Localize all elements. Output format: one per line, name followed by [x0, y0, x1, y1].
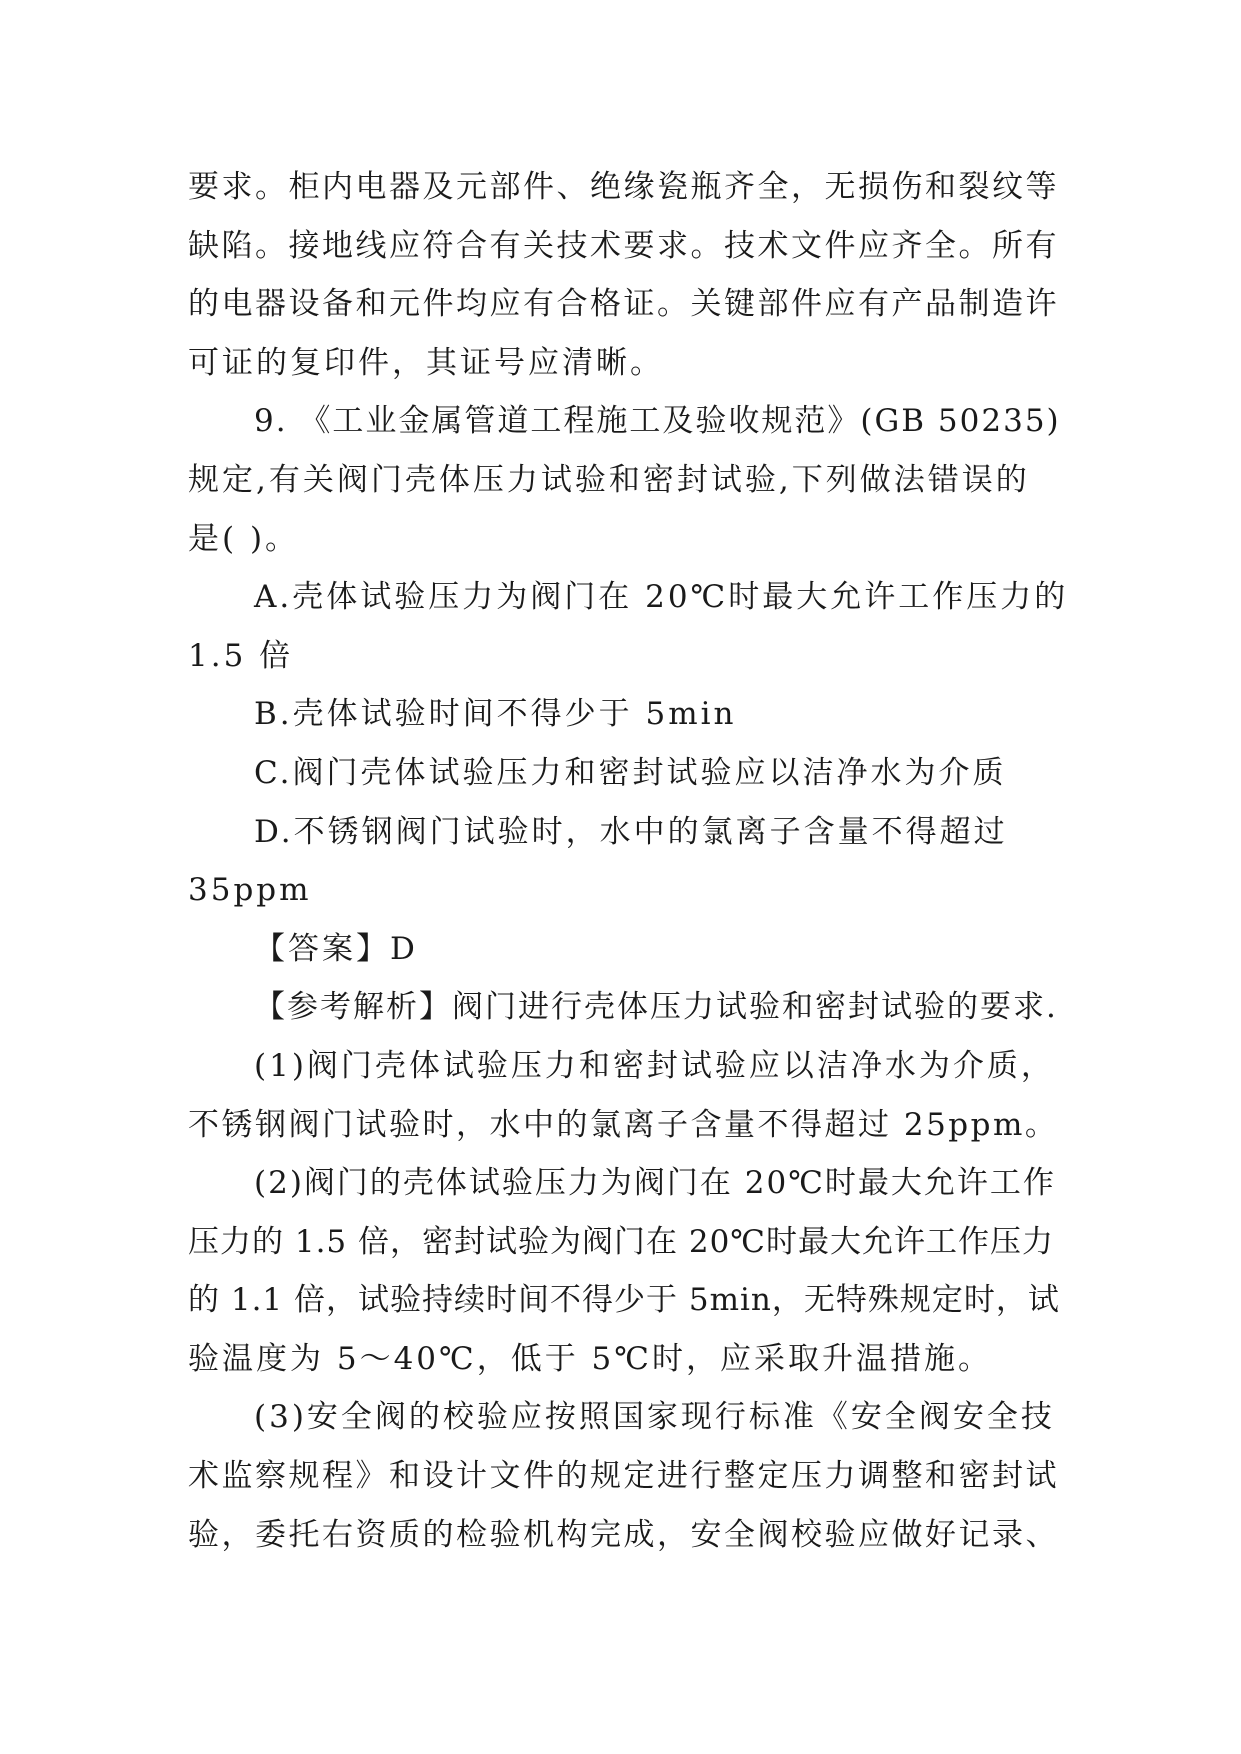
text-line: 是( )。 [188, 520, 300, 557]
text-line: 压力的 1.5 倍，密封试验为阀门在 20℃时最大允许工作压力 [188, 1223, 1054, 1260]
text-line: 术监察规程》和设计文件的规定进行整定压力调整和密封试 [188, 1458, 1059, 1495]
text-line: D.不锈钢阀门试验时，水中的氯离子含量不得超过 [254, 813, 1008, 850]
text-line: (1)阀门壳体试验压力和密封试验应以洁净水为介质， [254, 1047, 1055, 1084]
text-line: 1.5 倍 [188, 637, 294, 674]
text-line: A.壳体试验压力为阀门在 20℃时最大允许工作压力的 [254, 579, 1069, 616]
body-text [188, 158, 1068, 1564]
text-line: (3)安全阀的校验应按照国家现行标准《安全阀安全技 [254, 1399, 1055, 1436]
text-line: 要求。柜内电器及元部件、绝缘瓷瓶齐全，无损伤和裂纹等 [188, 169, 1059, 205]
text-line: 验温度为 5～40℃，低于 5℃时，应采取升温措施。 [188, 1340, 992, 1377]
text-line: 9. 《工业金属管道工程施工及验收规范》(GB 50235) [254, 403, 1061, 440]
text-line: 【答案】D [254, 930, 418, 967]
text-line: 不锈钢阀门试验时，水中的氯离子含量不得超过 25ppm。 [188, 1106, 1059, 1143]
text-line: C.阀门壳体试验压力和密封试验应以洁净水为介质 [254, 754, 1007, 791]
text-line: 【参考解析】阀门进行壳体压力试验和密封试验的要求. [254, 989, 1058, 1026]
text-line: 规定,有关阀门壳体压力试验和密封试验,下列做法错误的 [188, 461, 1030, 498]
text-line: 缺陷。接地线应符合有关技术要求。技术文件应齐全。所有 [188, 227, 1059, 264]
text-line: 可证的复印件，其证号应清晰。 [188, 344, 664, 381]
text-line: 的电器设备和元件均应有合格证。关键部件应有产品制造许 [188, 286, 1059, 323]
text-line: (2)阀门的壳体试验压力为阀门在 20℃时最大允许工作 [254, 1165, 1056, 1202]
text-line: B.壳体试验时间不得少于 5min [254, 696, 737, 733]
text-line: 验，委托右资质的检验机构完成，安全阀校验应做好记录、 [188, 1516, 1059, 1553]
text-line: 的 1.1 倍，试验持续时间不得少于 5min，无特殊规定时，试 [188, 1282, 1060, 1319]
text-line: 35ppm [188, 872, 312, 909]
